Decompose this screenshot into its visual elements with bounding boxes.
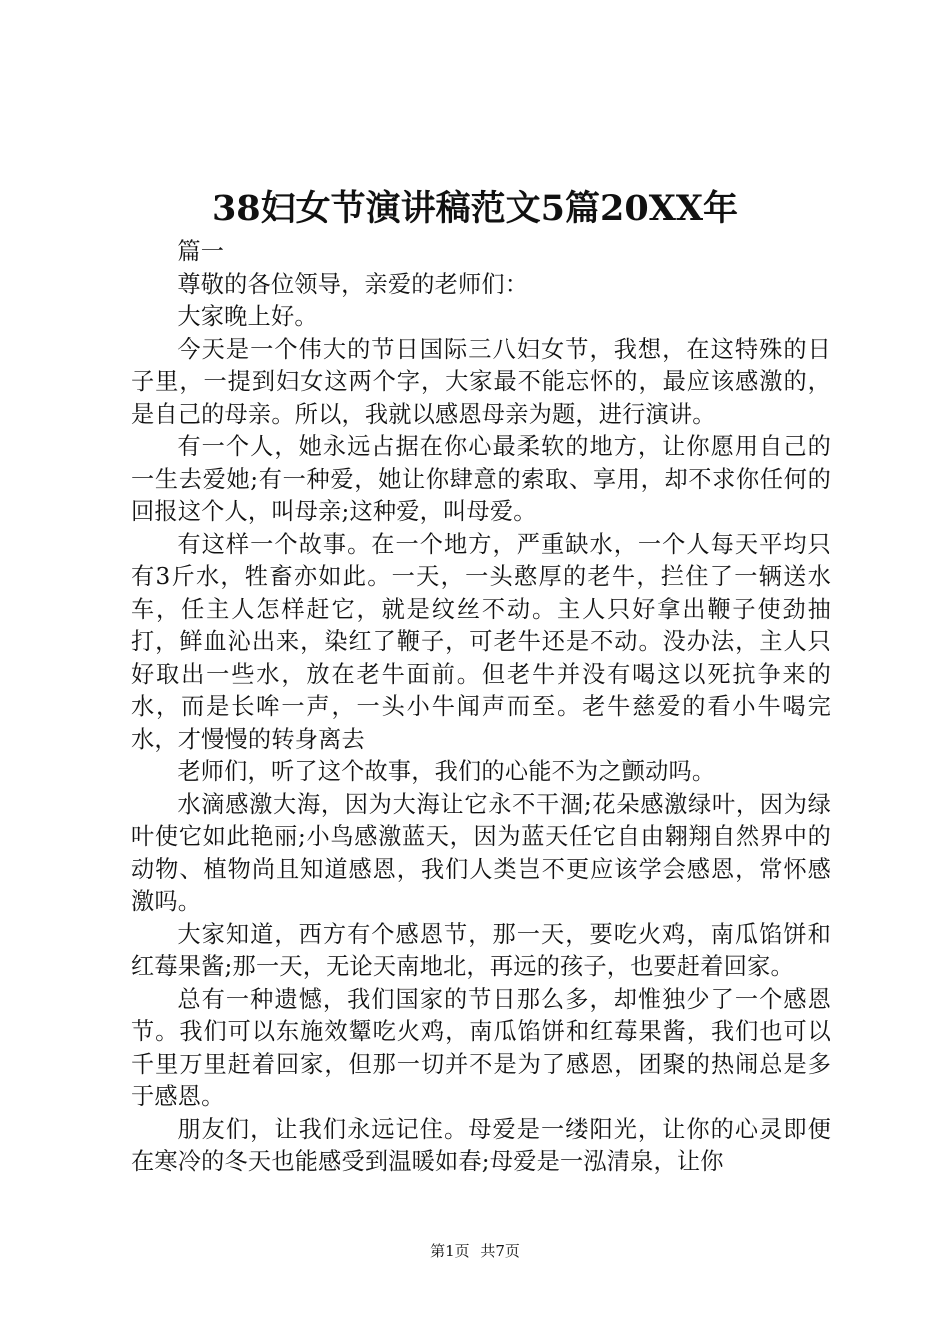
document-body <box>131 236 831 1179</box>
salutation: 尊敬的各位领导，亲爱的老师们： <box>177 270 529 298</box>
paragraph: 朋友们，让我们永远记住。母爱是一缕阳光，让你的心灵即便在寒冷的冬天也能感受到温暖如春;母爱是一泓清泉，让你 <box>131 1115 831 1175</box>
paragraph: 今天是一个伟大的节日国际三八妇女节，我想，在这特殊的日子里，一提到妇女这两个字，大家最不能忘怀的，最应该感激的，是自己的母亲。所以，我就以感恩母亲为题，进行演讲。 <box>131 335 831 428</box>
greeting: 大家晚上好。 <box>177 303 318 330</box>
paragraph: 总有一种遗憾，我们国家的节日那么多，却惟独少了一个感恩节。我们可以东施效颦吃火鸡，南瓜馅饼和红莓果酱，我们也可以千里万里赶着回家，但那一切并不是为了感恩，团聚的热闹总是多于感恩。 <box>131 985 831 1110</box>
page-total: 共7页 <box>480 1242 520 1260</box>
paragraph: 有一个人，她永远占据在你心最柔软的地方，让你愿用自己的一生去爱她;有一种爱，她让你肆意的索取、享用，却不求你任何的回报这个人，叫母亲;这种爱，叫母爱。 <box>131 433 831 525</box>
paragraph: 大家知道，西方有个感恩节，那一天，要吃火鸡，南瓜馅饼和红莓果酱;那一天，无论天南地北，再远的孩子，也要赶着回家。 <box>131 920 831 980</box>
section-heading: 篇一 <box>177 238 225 265</box>
document-title: 38妇女节演讲稿范文5篇20XX年 <box>211 188 739 229</box>
paragraph: 水滴感激大海，因为大海让它永不干涸;花朵感激绿叶，因为绿叶使它如此艳丽;小鸟感激蓝天，因为蓝天任它自由翱翔自然界中的动物、植物尚且知道感恩，我们人类岂不更应该学会感恩，常怀感激吗。 <box>131 790 831 915</box>
page-footer <box>0 1241 950 1261</box>
page-number: 第1页 <box>430 1242 470 1260</box>
paragraph: 老师们，听了这个故事，我们的心能不为之颤动吗。 <box>177 758 716 785</box>
paragraph: 有这样一个故事。在一个地方，严重缺水，一个人每天平均只有3斤水，牲畜亦如此。一天，一头憨厚的老牛，拦住了一辆送水车，任主人怎样赶它，就是纹丝不动。主人只好拿出鞭子使劲抽打，鲜血沁出来，染红了鞭子，可老牛还是不动。没办法，主人只好取出一些水，放在老牛面前。但老牛并没有喝这以死抗争来的水，而是长哞一声，一头小牛闻声而至。老牛慈爱的看小牛喝完水，才慢慢的转身离去 <box>131 530 831 753</box>
